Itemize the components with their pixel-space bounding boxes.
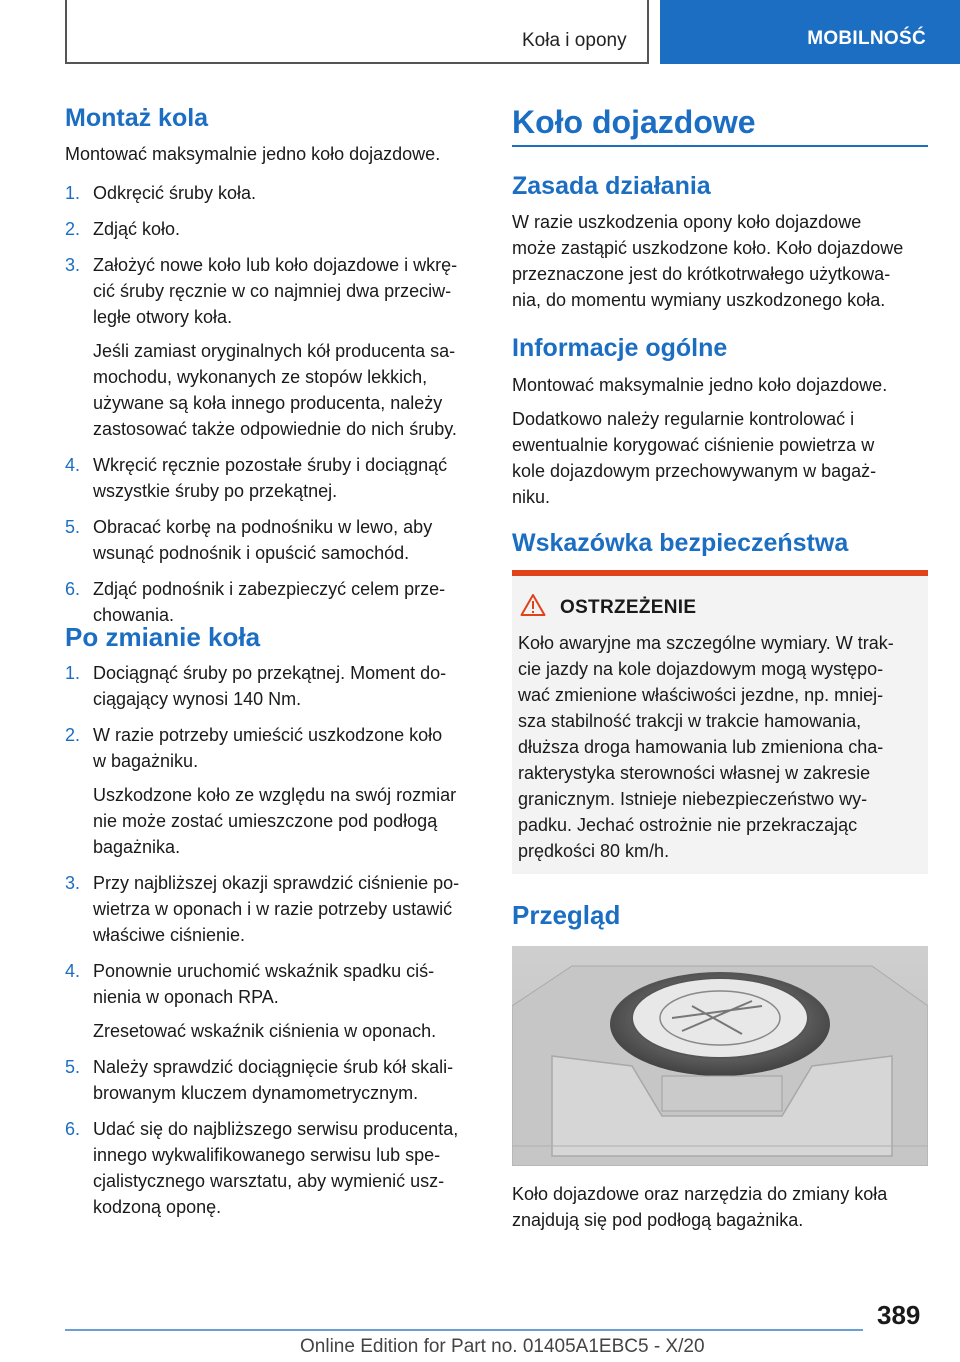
step-item: 6. Udać się do najbliższego serwisu producenta, innego wykwalifikowanego serwisu lub spe- cjalistycznego warsztatu, aby wymienić usz- kodzoną oponę. <box>65 1119 459 1217</box>
principle-text: W razie uszkodzenia opony koło dojazdowe może zastąpić uszkodzone koło. Koło dojazdowe przeznaczone jest do krótkotrwałego użytkowa- nia, do momentu wymiany uszkodzonego koła. <box>512 212 904 310</box>
title-rule <box>512 145 928 147</box>
general-text-1: Montować maksymalnie jedno koło dojazdowe. <box>512 375 888 395</box>
warning-text: Koło awaryjne ma szczególne wymiary. W trak- cie jazdy na kole dojazdowym mogą występo- wać zmienione właściwości jezdne, np. mniej- sza stabilność trakcji w trakcie hamowania, dłuższa droga hamowania lub zmieniona cha- rakterystyka sterowności własnej w zakresie granicznym. Istnieje niebezpieczeństwo wy- padku. Jechać ostrożnie nie przekraczając prędkości 80 km/h. <box>518 633 894 861</box>
page-number: 389 <box>877 1300 921 1330</box>
footer-rule <box>65 1329 863 1331</box>
safety-title: Wskazówka bezpieczeństwa <box>512 529 849 557</box>
step-item: 4. Ponownie uruchomić wskaźnik spadku ciś- nienia w oponach RPA. <box>65 961 435 1007</box>
step-item: 1. Dociągnąć śruby po przekątnej. Moment do- ciągający wynosi 140 Nm. <box>65 663 447 709</box>
spare-wheel-photo <box>512 946 928 1166</box>
overview-title: Przegląd <box>512 900 621 930</box>
step-item: 6. Zdjąć podnośnik i zabezpieczyć celem prze- chowania. <box>65 579 446 625</box>
after-steps <box>65 660 485 1220</box>
general-text-2: Dodatkowo należy regularnie kontrolować i ewentualnie korygować ciśnienie powietrza w kole dojazdowym przechowywanym w bagaż- niku. <box>512 409 877 507</box>
step-item: 5. Obracać korbę na podnośniku w lewo, aby wsunąć podnośnik i opuścić samochód. <box>65 517 433 563</box>
step-item: 3. Przy najbliższej okazji sprawdzić ciśnienie po- wietrza w oponach i w razie potrzeby ustawić właściwe ciśnienie. <box>65 873 460 945</box>
chapter-label: MOBILNOŚĆ <box>807 28 926 49</box>
mount-intro: Montować maksymalnie jedno koło dojazdowe. <box>65 144 441 164</box>
section-title: Koła i opony <box>522 30 627 51</box>
mount-steps <box>65 180 485 628</box>
step-item: 5. Należy sprawdzić dociągnięcie śrub kół skali- browanym kluczem dynamometrycznym. <box>65 1057 454 1103</box>
warning-triangle-icon <box>520 593 546 617</box>
warning-label: OSTRZEŻENIE <box>560 597 697 618</box>
step-item: 2. W razie potrzeby umieścić uszkodzone koło w bagażniku. <box>65 725 443 771</box>
main-title: Koło dojazdowe <box>512 104 756 140</box>
principle-title: Zasada działania <box>512 172 711 200</box>
photo-caption: Koło dojazdowe oraz narzędzia do zmiany koła znajdują się pod podłogą bagażnika. <box>512 1184 888 1230</box>
step-note: Uszkodzone koło ze względu na swój rozmiar nie może zostać umieszczone pod podłogą bagażnika. <box>93 785 457 857</box>
chapter-tab[interactable] <box>660 0 960 64</box>
step-item: 4. Wkręcić ręcznie pozostałe śruby i dociągnąć wszystkie śruby po przekątnej. <box>65 455 448 501</box>
mount-title: Montaż kola <box>65 104 209 132</box>
edition-text: Online Edition for Part no. 01405A1EBC5 - X/20 <box>300 1336 705 1357</box>
step-item: 3. Założyć nowe koło lub koło dojazdowe i wkrę- cić śruby ręcznie w co najmniej dwa przeciw- ległe otwory koła. <box>65 255 458 327</box>
step-item: 1. Odkręcić śruby koła. <box>65 183 257 203</box>
step-note: Zresetować wskaźnik ciśnienia w oponach. <box>93 1021 437 1041</box>
step-item: 2. Zdjąć koło. <box>65 219 181 239</box>
after-change-title: Po zmianie koła <box>65 622 261 652</box>
general-title: Informacje ogólne <box>512 334 728 362</box>
step-note: Jeśli zamiast oryginalnych kół producenta sa- mochodu, wykonanych ze stopów lekkich, używane są koła innego producenta, należy zastosować także odpowiednie do nich śruby. <box>93 341 457 439</box>
